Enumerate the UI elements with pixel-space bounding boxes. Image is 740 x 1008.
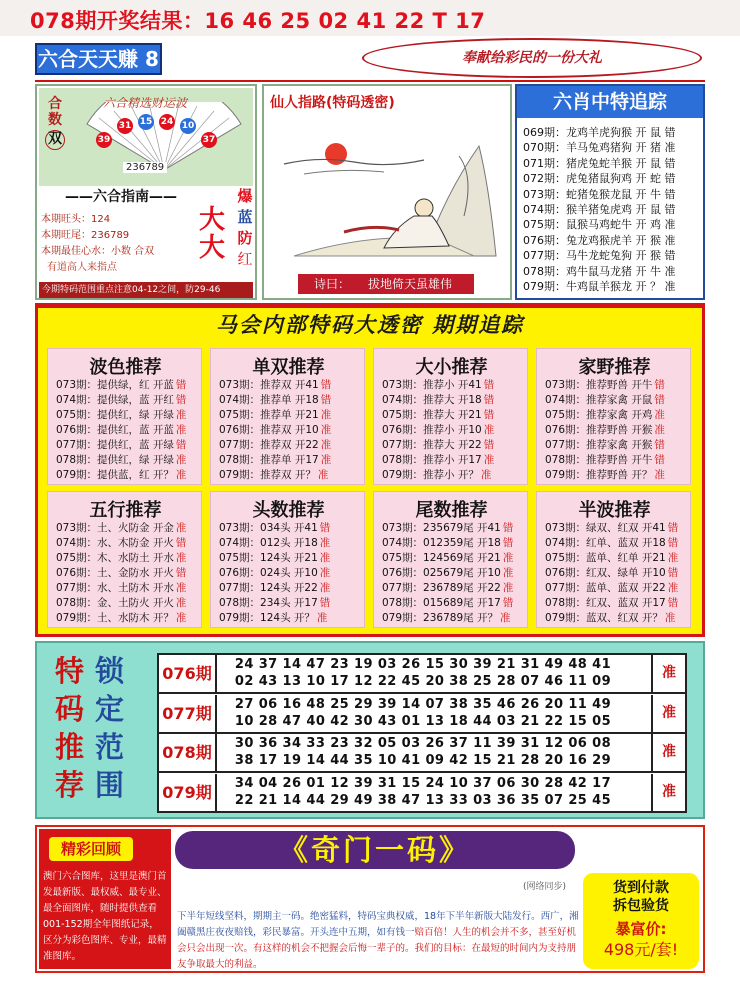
recommend-row-result: 错 <box>483 409 495 421</box>
recommend-row-text: 074期：推荐单 开18 <box>219 394 319 406</box>
recommend-row-result: 错 <box>320 394 332 406</box>
recommend-cell <box>373 491 528 628</box>
recommend-row-result: 错 <box>502 597 514 609</box>
recommend-row <box>545 454 665 467</box>
recommend-row-result: 错 <box>654 394 665 406</box>
immortal-illustration <box>274 116 500 268</box>
recommend-cell-title: 头数推荐 <box>252 500 325 521</box>
recommend-row-text: 075期：推荐大 开21 <box>382 409 482 421</box>
zodiac-row: 070期：羊马兔鸡猪狗 开 猪 准 <box>523 141 676 155</box>
fan-title: 六合精选财运波 <box>103 96 188 110</box>
recommend-row <box>382 469 491 482</box>
zodiac-row: 077期：马牛龙蛇兔狗 开 猴 错 <box>523 249 676 263</box>
recommend-row-result: 错 <box>319 597 331 609</box>
info-line-1: 本期旺头：124 <box>41 214 111 225</box>
recommend-row-result: 准 <box>480 469 492 481</box>
recommend-row-text: 075期：124569尾 开21 <box>382 552 501 564</box>
recommend-row <box>219 454 331 467</box>
lock-range-panel <box>35 641 705 819</box>
recommend-row-result: 错 <box>175 567 187 579</box>
da-2: 大 <box>198 233 225 263</box>
ball-5: 10 <box>180 118 196 134</box>
recommend-row-result: 准 <box>175 582 187 594</box>
recommend-row-result: 准 <box>319 567 331 579</box>
recommend-row-text: 078期：234头 开17 <box>219 597 318 609</box>
recommend-row <box>545 469 665 482</box>
recommend-row-result: 准 <box>319 552 331 564</box>
recommend-row-text: 075期：提供红，绿 开绿 <box>56 409 174 421</box>
lock-label-char: 定 <box>95 692 125 726</box>
recommend-row-result: 准 <box>175 597 187 609</box>
recommend-row <box>219 597 330 610</box>
recommend-row-result: 准 <box>319 537 331 549</box>
recommend-row-result: 错 <box>654 379 665 391</box>
heshu-label <box>45 96 65 150</box>
recommend-row <box>219 567 330 580</box>
recommend-row <box>545 612 675 625</box>
right-panel <box>515 84 705 300</box>
recommend-row-result: 准 <box>667 552 679 564</box>
recommend-row <box>382 582 513 595</box>
draw-result-header: 078期开奖结果：16 46 25 02 41 22 T 17 <box>30 9 486 33</box>
zodiac-row: 074期：猴羊猪兔虎鸡 开 鼠 错 <box>523 203 676 216</box>
recommend-row-text: 077期：水、土防木 开水 <box>56 582 174 594</box>
recommend-cell <box>47 491 202 628</box>
recommend-row-text: 073期：235679尾 开41 <box>382 522 501 534</box>
recommend-row <box>382 394 494 407</box>
recommend-row-result: 准 <box>320 439 332 451</box>
zodiac-row: 076期：兔龙鸡猴虎羊 开 猴 准 <box>523 233 676 247</box>
left-panel <box>35 84 257 300</box>
inspect-text: 拆包验货 <box>613 898 669 914</box>
ball-2: 31 <box>117 118 133 134</box>
zodiac-row: 071期：猪虎兔蛇羊猴 开 鼠 错 <box>523 156 676 170</box>
recommend-row-result: 准 <box>654 424 665 436</box>
lock-mark: 准 <box>651 774 685 811</box>
recommend-row <box>219 537 330 550</box>
recommend-row-text: 074期：推荐大 开18 <box>382 394 482 406</box>
recommend-row-text: 074期：红单、蓝双 开18 <box>545 537 666 549</box>
recommend-row <box>382 597 513 610</box>
recommend-row-result: 错 <box>175 394 187 406</box>
recommend-row-text: 073期：034头 开41 <box>219 522 318 534</box>
recommend-row-text: 079期：蓝双、红双 开？ <box>545 612 663 624</box>
edition-badge: 六合天天赚 8 <box>35 43 162 75</box>
info-line-2: 本期旺尾：236789 <box>41 230 130 241</box>
recommend-row <box>382 409 494 422</box>
fan-numbers: 236789 <box>123 162 167 173</box>
recommend-row-text: 079期：推荐双 开？ <box>219 469 316 481</box>
recommend-row <box>219 439 331 452</box>
recommend-row-result: 准 <box>317 469 329 481</box>
recommend-row <box>56 582 186 595</box>
recommend-row-text: 077期：蓝单、蓝双 开22 <box>545 582 666 594</box>
heshu-value: 双 <box>45 130 65 150</box>
recommend-row-result: 准 <box>654 409 665 421</box>
zhinan-title: ——六合指南—— <box>65 189 177 205</box>
recommend-row <box>382 454 494 467</box>
lock-period: 077期 <box>159 695 217 732</box>
fang-char: 防 <box>237 229 253 247</box>
zodiac-row: 075期：鼠猴马鸡蛇牛 开 鸡 准 <box>523 218 676 232</box>
recommend-row <box>219 469 328 482</box>
recommend-row-result: 错 <box>175 537 187 549</box>
lock-label-char: 锁 <box>95 654 125 688</box>
recommend-row <box>219 409 331 422</box>
ad-text-b: 赔百倍！人生的机会并不多，甚至好机会只会出现一次。有这样的机会不把握会后悔一辈子的。我们的目标：在最短的时间内为支持朋友争取最大的利益。 <box>177 927 577 970</box>
ball-6: 37 <box>201 132 217 148</box>
recommend-row <box>545 424 665 437</box>
recommend-row <box>56 439 186 452</box>
gift-slogan: 奉献给彩民的一份大礼 <box>362 38 702 78</box>
ad-text-a: 下半年短线坚料，期期主一码。绝密猛料，特码宝典权威，18年下半年新版大陆发行。西广，湘阖赣黑庄夜夜赔钱，彩民暴富。开头连中五期，如有钱一 <box>177 911 579 938</box>
recommend-cell-title: 家野推荐 <box>578 357 651 378</box>
recommend-row <box>219 424 331 437</box>
poem-bar <box>298 274 474 294</box>
recommend-row <box>56 379 186 392</box>
lock-numbers-1: 30 36 34 33 23 32 05 03 26 37 11 39 31 12 06 08 <box>234 736 612 751</box>
lock-numbers-2: 22 21 14 44 29 49 38 47 13 33 03 36 35 07 25 45 <box>234 792 612 808</box>
recommend-row <box>545 567 678 580</box>
recommend-row-text: 076期：红双、绿单 开10 <box>545 567 666 579</box>
lock-period: 076期 <box>159 655 217 692</box>
recommend-row-text: 078期：015689尾 开17 <box>382 597 501 609</box>
recommend-row <box>219 552 330 565</box>
heshu-text: 合数 <box>48 96 62 128</box>
lock-numbers-2: 10 28 47 40 42 30 43 01 13 18 44 03 21 22 15 05 <box>234 713 612 729</box>
recommend-row-result: 准 <box>502 582 514 594</box>
ball-1: 39 <box>96 132 112 148</box>
recommend-row <box>219 522 330 535</box>
recommend-row-result: 准 <box>483 424 495 436</box>
recommend-row-text: 079期：236789尾 开？ <box>382 612 498 624</box>
recommend-row <box>545 394 665 407</box>
recommend-row <box>545 439 665 452</box>
immortal-title: 仙人指路(特码透密) <box>270 95 395 111</box>
recommend-row-result: 错 <box>319 522 331 534</box>
recommend-row-text: 075期：蓝单、红单 开21 <box>545 552 666 564</box>
recommend-row-text: 076期：推荐小 开10 <box>382 424 482 436</box>
recommend-row <box>219 612 327 625</box>
info-line-4: 有道高人来指点 <box>47 262 117 273</box>
recommend-row-result: 错 <box>502 537 514 549</box>
lock-label-char: 围 <box>95 768 125 802</box>
recommend-row-text: 074期：012359尾 开18 <box>382 537 501 549</box>
recommend-row-result: 准 <box>483 454 495 466</box>
recommend-cell-title: 大小推荐 <box>415 357 488 378</box>
recommend-row-text: 076期：推荐野兽 开猴 <box>545 424 653 436</box>
recommend-row <box>545 582 678 595</box>
recommend-row-result: 错 <box>502 522 514 534</box>
recommend-row <box>545 409 665 422</box>
lock-numbers-2: 38 17 19 14 44 35 10 41 09 42 15 21 28 20 16 29 <box>234 753 612 768</box>
ad-body <box>177 909 585 973</box>
recommend-row-text: 075期：推荐家禽 开鸡 <box>545 409 653 421</box>
recommend-row-text: 079期：推荐小 开？ <box>382 469 479 481</box>
da-1: 大 <box>198 205 225 235</box>
recommend-row <box>219 394 331 407</box>
qimen-banner: 《奇门一码》 <box>175 831 575 869</box>
recommend-row-text: 079期：土、水防木 开？ <box>56 612 174 624</box>
recommend-row-text: 077期：236789尾 开22 <box>382 582 501 594</box>
recommend-row-result: 准 <box>175 522 187 534</box>
recommend-row-result: 错 <box>654 454 665 466</box>
price-badge <box>583 873 699 969</box>
recommend-row-result: 错 <box>483 379 495 391</box>
recommend-row-text: 078期：推荐小 开17 <box>382 454 482 466</box>
recommend-row-result: 错 <box>654 439 665 451</box>
divider <box>35 80 705 82</box>
recommend-row-text: 079期：推荐野兽 开？ <box>545 469 653 481</box>
zodiac-row: 078期：鸡牛鼠马龙猪 开 牛 准 <box>523 264 676 278</box>
recommend-row-text: 074期：提供绿，蓝 开红 <box>56 394 174 406</box>
lock-label-char: 荐 <box>55 768 85 802</box>
recommend-row-result: 准 <box>316 612 328 624</box>
big-big <box>197 206 227 262</box>
recommend-row-text: 076期：土、金防水 开火 <box>56 567 174 579</box>
recommend-row-result: 准 <box>667 582 679 594</box>
recommend-row-text: 075期：124头 开21 <box>219 552 318 564</box>
recommend-row <box>545 522 678 535</box>
recommend-row-result: 错 <box>667 567 679 579</box>
recommend-row-text: 073期：推荐小 开41 <box>382 379 482 391</box>
recommend-row-text: 073期：推荐双 开41 <box>219 379 319 391</box>
recommend-row <box>382 537 513 550</box>
recommend-row <box>545 552 678 565</box>
six-zodiac-title: 六肖中特追踪 <box>517 86 703 118</box>
recommend-row-text: 073期：绿双、红双 开41 <box>545 522 666 534</box>
bottom-ad <box>35 825 705 973</box>
network-sync: (网络同步) <box>523 882 567 892</box>
recommend-row-result: 准 <box>175 454 187 466</box>
recommend-row-result: 错 <box>175 379 187 391</box>
recommend-row-text: 076期：提供红，蓝 开蓝 <box>56 424 174 436</box>
lock-label-char: 特 <box>55 654 85 688</box>
recommend-row <box>382 567 513 580</box>
recommend-cell <box>210 348 365 485</box>
recommend-row-text: 078期：提供红，绿 开绿 <box>56 454 174 466</box>
lock-mark: 准 <box>651 695 685 732</box>
recommend-row-text: 076期：024头 开10 <box>219 567 318 579</box>
lock-numbers-1: 27 06 16 48 25 29 39 14 07 38 35 46 26 20 11 49 <box>234 696 612 712</box>
recommend-row <box>382 424 494 437</box>
recommend-row-text: 077期：124头 开22 <box>219 582 318 594</box>
middle-panel <box>262 84 512 300</box>
recommend-cell-title: 尾数推荐 <box>415 500 488 521</box>
zhinan-text: 六合指南 <box>93 189 149 205</box>
recommend-row-result: 准 <box>320 424 332 436</box>
inside-secrets-title: 马会内部特码大透密 期期追踪 <box>38 308 702 342</box>
lock-period: 078期 <box>159 734 217 771</box>
recommend-row-result: 准 <box>654 469 665 481</box>
review-text: 澳门六合图库，这里是澳门首发最新版、最权威、最专业、最全面图库，随时提供查看001-152期全年图纸记录，区分为彩色图库、专业，最精准图库。 <box>43 871 167 962</box>
zodiac-row: 073期：蛇猪兔猴龙鼠 开 牛 错 <box>523 187 676 201</box>
recommend-row-result: 错 <box>175 439 187 451</box>
price-value: 498元/套! <box>603 940 679 959</box>
recommend-row-text: 078期：推荐野兽 开牛 <box>545 454 653 466</box>
recommend-row-text: 077期：推荐家禽 开猴 <box>545 439 653 451</box>
recommend-row-text: 074期：水、木防金 开火 <box>56 537 174 549</box>
header-bar <box>0 0 740 36</box>
recommend-cell-title: 波色推荐 <box>89 357 162 378</box>
recommend-row-result: 错 <box>483 394 495 406</box>
recommend-row <box>56 409 186 422</box>
recommend-row <box>56 469 186 482</box>
recommend-row-result: 准 <box>664 612 676 624</box>
recommend-row-result: 错 <box>667 537 679 549</box>
recommend-row <box>219 379 331 392</box>
zodiac-row: 079期：牛鸡鼠羊猴龙 开 ？ 准 <box>523 280 676 293</box>
recommend-row-result: 准 <box>499 612 511 624</box>
recommend-row <box>545 379 665 392</box>
recommend-row-text: 079期：124头 开？ <box>219 612 315 624</box>
lock-numbers-1: 34 04 26 01 12 39 31 15 24 10 37 06 30 28 42 17 <box>234 775 612 791</box>
recommend-row-result: 错 <box>667 597 679 609</box>
recommend-row-text: 073期：推荐野兽 开牛 <box>545 379 653 391</box>
lock-row <box>159 695 685 734</box>
recommend-row <box>219 582 330 595</box>
review-box <box>39 829 171 969</box>
recommend-row-text: 076期：025679尾 开10 <box>382 567 501 579</box>
lan-char: 蓝 <box>237 208 253 226</box>
recommend-row <box>382 552 513 565</box>
recommend-row <box>56 597 186 610</box>
recommend-row <box>382 612 510 625</box>
recommend-row-result: 准 <box>175 409 187 421</box>
recommend-row-text: 074期：012头 开18 <box>219 537 318 549</box>
recommend-cell-title: 五行推荐 <box>89 500 162 521</box>
lock-numbers-1: 24 37 14 47 23 19 03 26 15 30 39 21 31 49 48 41 <box>234 657 612 672</box>
info-line-3: 本期最佳心水：小数 合双 <box>41 246 155 257</box>
recommend-row-result: 错 <box>667 522 679 534</box>
lock-numbers-2: 02 43 13 10 17 12 22 45 20 38 25 28 07 46 11 09 <box>234 674 612 689</box>
recommend-row <box>382 439 494 452</box>
lock-range-table <box>157 653 687 813</box>
recommend-row-text: 077期：推荐大 开22 <box>382 439 482 451</box>
lock-label-char: 范 <box>95 730 125 764</box>
lock-period: 079期 <box>159 774 217 811</box>
recommend-row-result: 准 <box>175 424 187 436</box>
ball-4: 24 <box>159 114 175 130</box>
range-note: 今期特码范围重点注意04-12之间，防29-46 <box>39 282 253 298</box>
recommend-row <box>382 379 494 392</box>
recommend-row <box>56 424 186 437</box>
recommend-cell-title: 半波推荐 <box>578 500 651 521</box>
recommend-row-result: 准 <box>320 409 332 421</box>
recommend-row-text: 078期：金、土防火 开火 <box>56 597 174 609</box>
hong-char: 红 <box>237 250 253 268</box>
recommend-cell-title: 单双推荐 <box>252 357 325 378</box>
recommend-row-result: 准 <box>320 454 332 466</box>
fan-box <box>39 88 253 186</box>
recommend-row-text: 076期：推荐双 开10 <box>219 424 319 436</box>
price-label: 暴富价: <box>615 920 667 938</box>
poem-text: 拔地倚天虽雄伟 <box>368 277 453 291</box>
recommend-row-text: 079期：提供蓝，红 开？ <box>56 469 174 481</box>
lock-row <box>159 655 685 694</box>
recommend-row-text: 078期：推荐单 开17 <box>219 454 319 466</box>
recommend-row-result: 错 <box>483 439 495 451</box>
bao-column <box>235 186 255 270</box>
ball-3: 15 <box>138 114 154 130</box>
recommend-row <box>56 567 186 580</box>
inside-secrets-box <box>35 303 705 637</box>
recommend-row-text: 074期：推荐家禽 开鼠 <box>545 394 653 406</box>
recommend-row <box>56 612 186 625</box>
recommend-row <box>382 522 513 535</box>
recommend-row-text: 077期：提供红，蓝 开绿 <box>56 439 174 451</box>
recommend-cell <box>373 348 528 485</box>
recommend-row-result: 准 <box>175 469 187 481</box>
recommend-row <box>56 537 186 550</box>
zodiac-row: 072期：虎兔猪鼠狗鸡 开 蛇 错 <box>523 172 676 186</box>
zodiac-row: 069期：龙鸡羊虎狗猴 开 鼠 错 <box>523 126 676 139</box>
lock-row <box>159 774 685 813</box>
lock-label-char: 推 <box>55 730 85 764</box>
recommend-cell <box>210 491 365 628</box>
recommend-row <box>56 522 186 535</box>
lock-mark: 准 <box>651 655 685 692</box>
recommend-row-result: 错 <box>320 379 332 391</box>
recommend-row-text: 078期：红双、蓝双 开17 <box>545 597 666 609</box>
recommend-row-text: 073期：土、火防金 开金 <box>56 522 174 534</box>
recommend-row-result: 准 <box>502 567 514 579</box>
recommend-row-result: 准 <box>502 552 514 564</box>
recommend-row <box>545 597 678 610</box>
poem-label: 诗曰： <box>314 277 351 291</box>
recommend-cell <box>536 491 691 628</box>
recommend-row <box>56 454 186 467</box>
cod-text: 货到付款 <box>613 880 669 896</box>
lock-row <box>159 734 685 773</box>
recommend-cell <box>536 348 691 485</box>
recommend-cell <box>47 348 202 485</box>
recommend-row <box>545 537 678 550</box>
recommend-row-text: 073期：提供绿，红 开蓝 <box>56 379 174 391</box>
recommend-row <box>56 552 186 565</box>
recommend-row-text: 077期：推荐双 开22 <box>219 439 319 451</box>
bao-char: 爆 <box>237 187 253 205</box>
recommend-row <box>56 394 186 407</box>
lock-label-char: 码 <box>55 692 85 726</box>
recommend-row-result: 准 <box>175 612 187 624</box>
lock-mark: 准 <box>651 734 685 771</box>
recommend-row-text: 075期：推荐单 开21 <box>219 409 319 421</box>
recommend-row-text: 075期：木、水防土 开水 <box>56 552 174 564</box>
recommend-row-result: 准 <box>319 582 331 594</box>
review-title: 精彩回顾 <box>49 837 133 861</box>
recommend-row-result: 准 <box>175 552 187 564</box>
recommend-grid <box>38 342 702 634</box>
